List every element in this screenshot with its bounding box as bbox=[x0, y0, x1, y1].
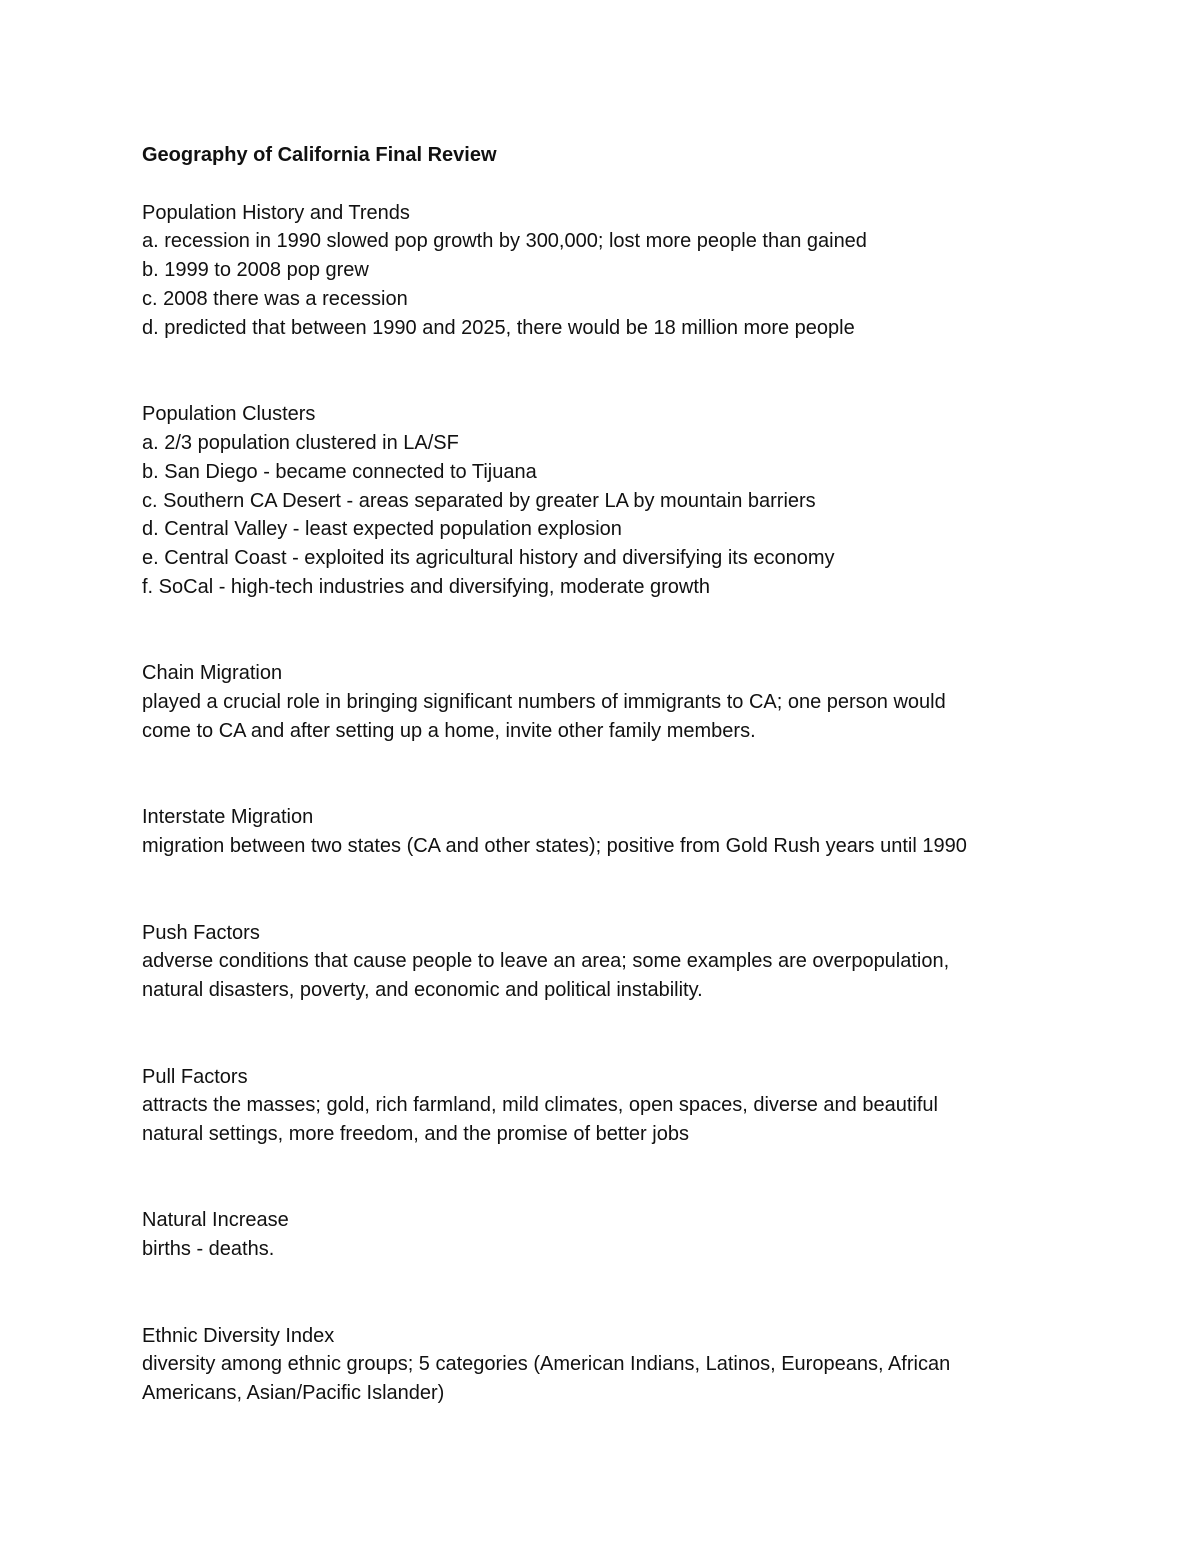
list-item: d. Central Valley - least expected population explosion bbox=[142, 518, 622, 541]
list-item: e. Central Coast - exploited its agricultural history and diversifying its economy bbox=[142, 547, 835, 570]
spacer bbox=[142, 861, 1082, 919]
section-heading-population-clusters: Population Clusters bbox=[142, 403, 316, 426]
list-item: b. 1999 to 2008 pop grew bbox=[142, 259, 369, 282]
section-heading-chain-migration: Chain Migration bbox=[142, 662, 283, 685]
definition-line: Americans, Asian/Pacific Islander) bbox=[142, 1382, 445, 1405]
section-heading-interstate-migration: Interstate Migration bbox=[142, 806, 314, 829]
spacer bbox=[142, 1005, 1082, 1063]
section-heading-ethnic-diversity-index: Ethnic Diversity Index bbox=[142, 1324, 335, 1347]
list-item: c. 2008 there was a recession bbox=[142, 287, 408, 310]
document-page bbox=[142, 141, 1082, 1408]
definition-line: played a crucial role in bringing significant numbers of immigrants to CA; one person would bbox=[142, 691, 946, 714]
spacer bbox=[142, 746, 1082, 804]
list-item: b. San Diego - became connected to Tijuana bbox=[142, 460, 537, 483]
list-item: d. predicted that between 1990 and 2025, there would be 18 million more people bbox=[142, 316, 855, 339]
definition-line: migration between two states (CA and other states); positive from Gold Rush years until 1990 bbox=[142, 835, 967, 858]
definition-line: adverse conditions that cause people to leave an area; some examples are overpopulation, bbox=[142, 950, 950, 973]
section-heading-pull-factors: Pull Factors bbox=[142, 1065, 248, 1088]
list-item: a. 2/3 population clustered in LA/SF bbox=[142, 431, 459, 454]
list-item: a. recession in 1990 slowed pop growth by 300,000; lost more people than gained bbox=[142, 230, 867, 253]
definition-line: attracts the masses; gold, rich farmland, mild climates, open spaces, diverse and beautiful bbox=[142, 1094, 938, 1117]
section-heading-population-history: Population History and Trends bbox=[142, 201, 410, 224]
section-heading-push-factors: Push Factors bbox=[142, 921, 260, 944]
definition-line: births - deaths. bbox=[142, 1238, 275, 1261]
definition-line: natural disasters, poverty, and economic and political instability. bbox=[142, 979, 703, 1002]
definition-line: diversity among ethnic groups; 5 categories (American Indians, Latinos, Europeans, African bbox=[142, 1353, 951, 1376]
spacer bbox=[142, 343, 1082, 401]
spacer bbox=[142, 602, 1082, 660]
definition-line: natural settings, more freedom, and the promise of better jobs bbox=[142, 1123, 689, 1146]
spacer bbox=[142, 170, 1082, 199]
section-heading-natural-increase: Natural Increase bbox=[142, 1209, 289, 1232]
list-item: f. SoCal - high-tech industries and diversifying, moderate growth bbox=[142, 575, 711, 598]
spacer bbox=[142, 1149, 1082, 1207]
document-title: Geography of California Final Review bbox=[142, 144, 497, 166]
spacer bbox=[142, 1264, 1082, 1322]
list-item: c. Southern CA Desert - areas separated by greater LA by mountain barriers bbox=[142, 489, 816, 512]
definition-line: come to CA and after setting up a home, invite other family members. bbox=[142, 719, 756, 742]
